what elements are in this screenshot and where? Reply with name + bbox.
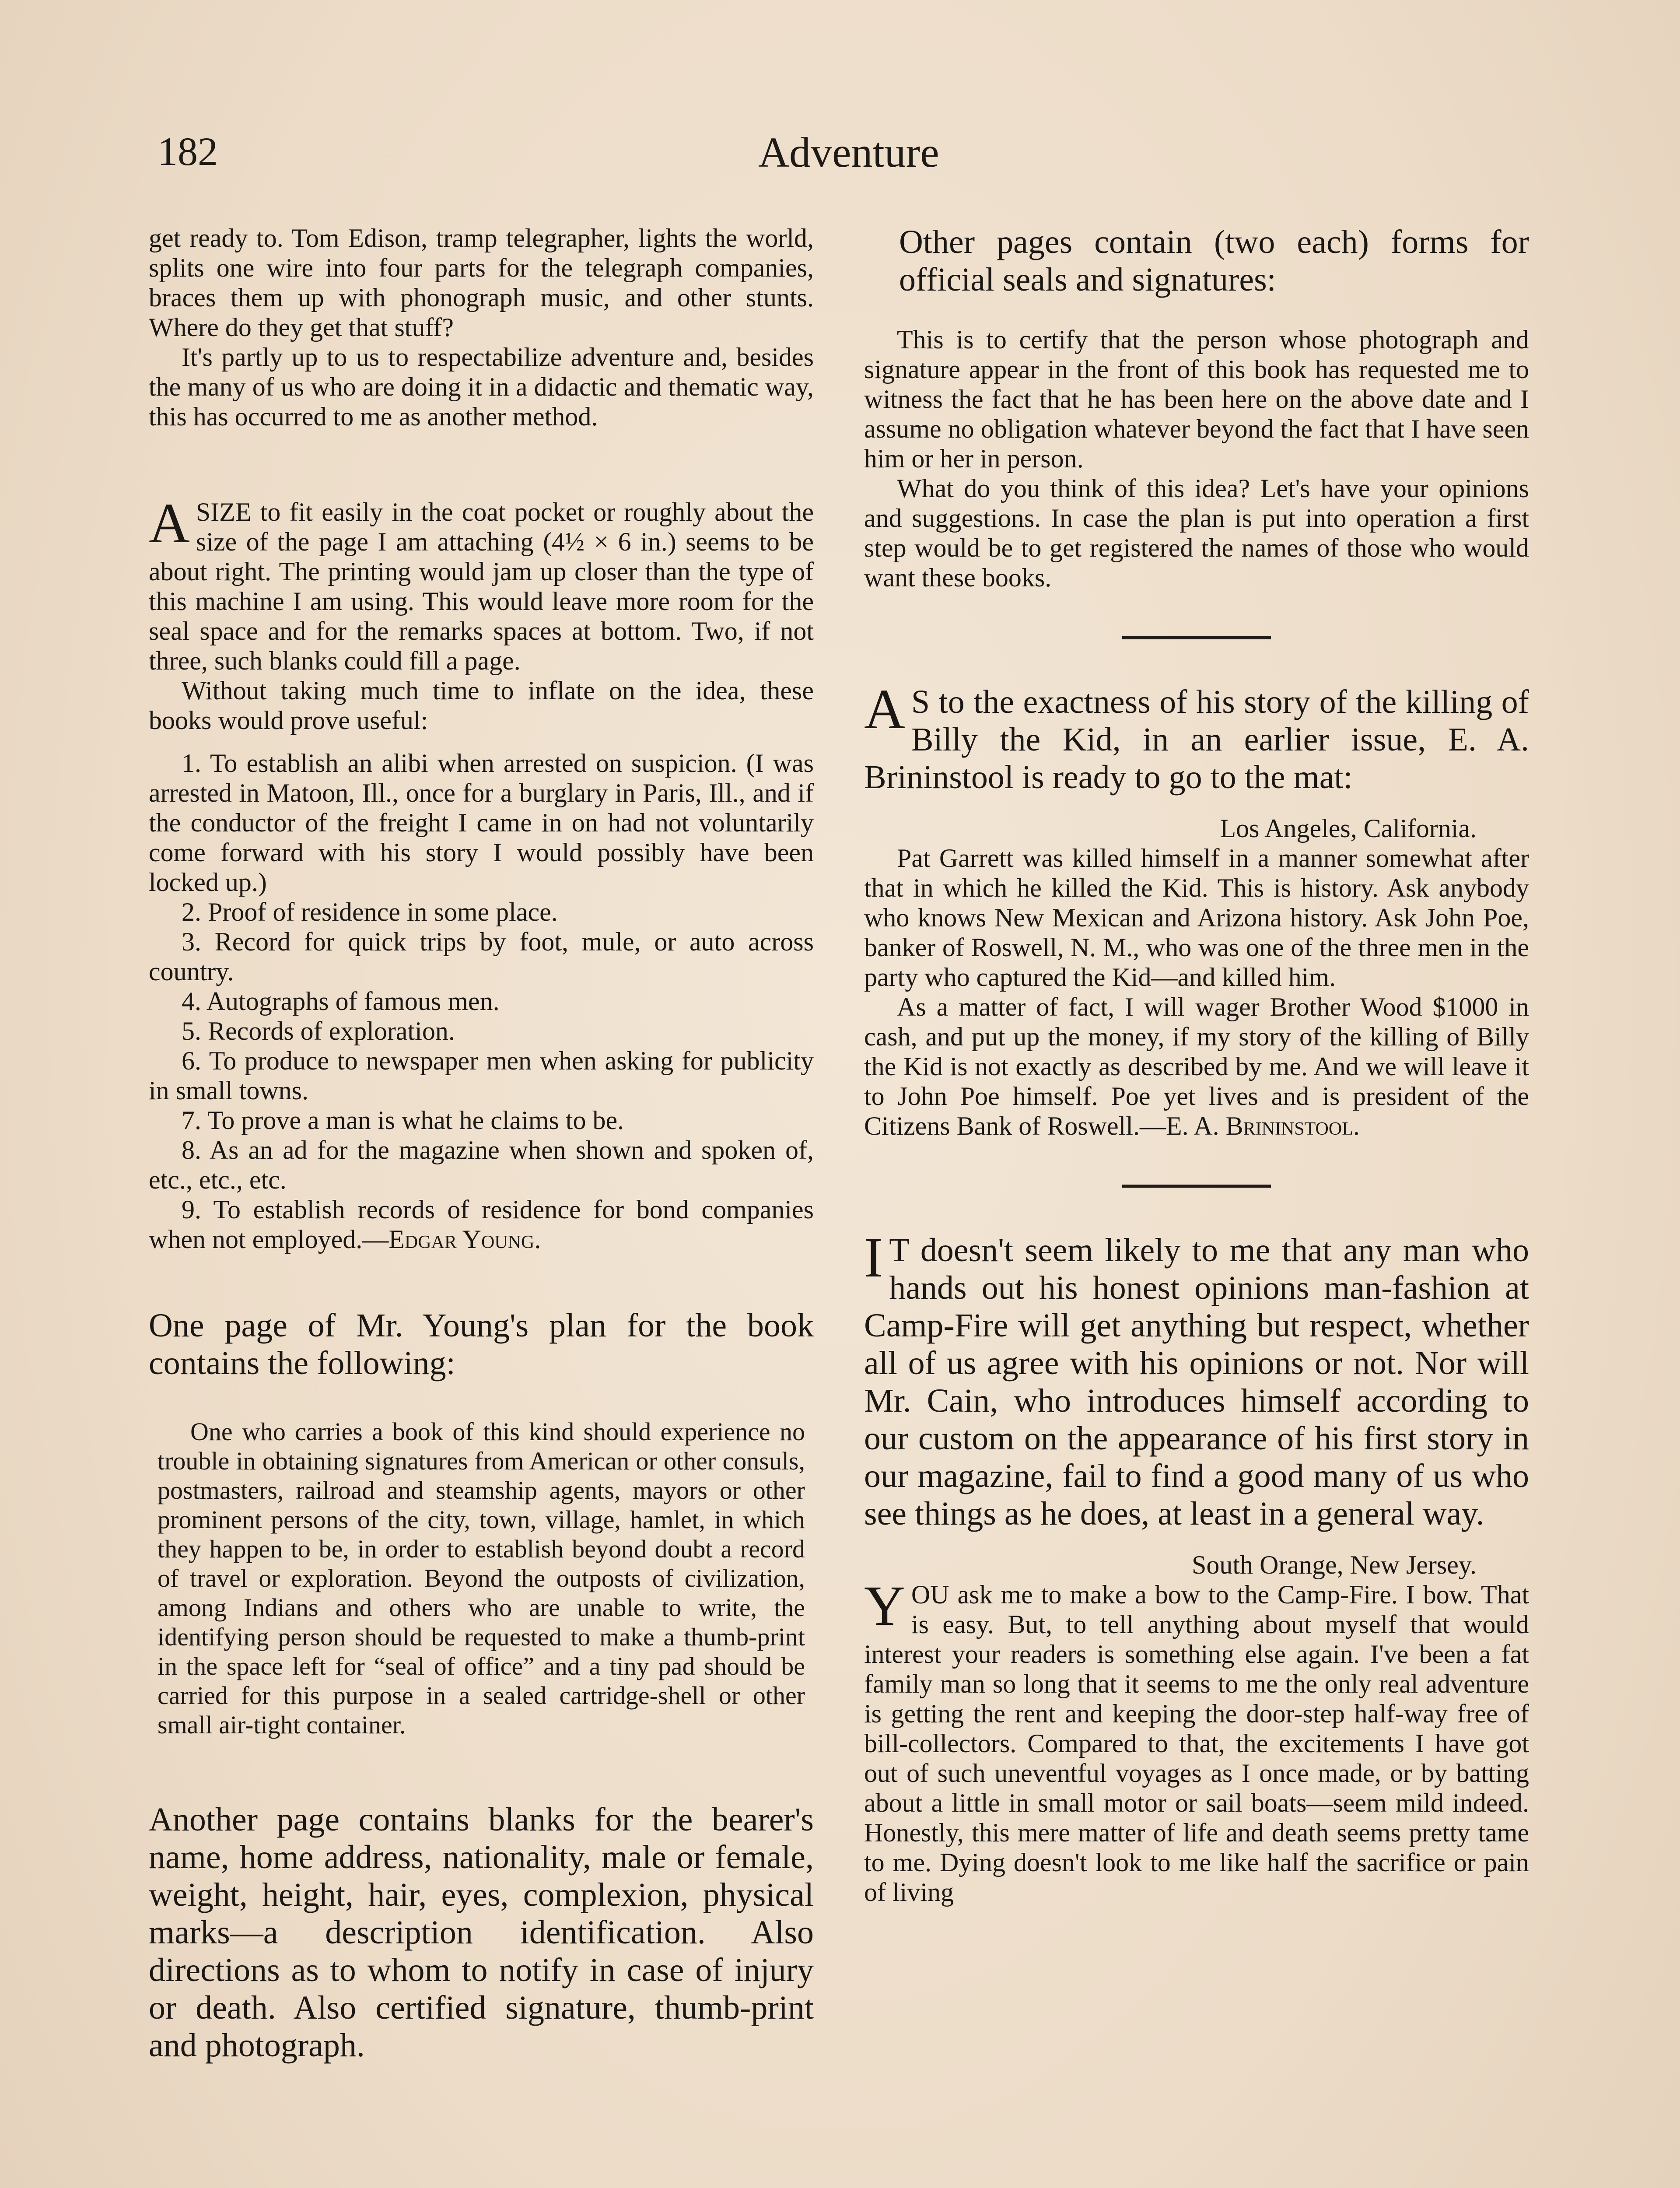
paragraph	[864, 992, 1529, 1141]
quoted-block	[149, 1417, 814, 1739]
certificate-block	[864, 325, 1529, 593]
page-number: 182	[158, 129, 218, 174]
left-body-top	[149, 223, 814, 431]
paragraph: Pat Garrett was killed himself in a manner somewhat after that in which he killed the Kid. This is history. Ask anybody who knows New Mexican and Arizona history. Ask John Poe, banker of Roswell, N. M., who was one of the three men in the party who captured the Kid—and killed him.	[864, 844, 1529, 992]
list-item: 4. Autographs of famous men.	[182, 987, 500, 1016]
paragraph: One who carries a book of this kind should experience no trouble in obtaining signatures from American or other consuls, postmasters, railroad and steamship agents, mayors or other prominent persons of the city, town, village, hamlet, in which they happen to be, in order to establish beyond doubt a record of travel or exploration. Beyond the outposts of civilization, among Indians and others who are unable to write, the identifying person should be requested to make a thumb-print in the space left for “seal of office” and a tiny pad should be carried for this purpose in a sealed cartridge-shell or other small air-tight container.	[158, 1417, 805, 1739]
right-column	[864, 223, 1529, 1907]
drop-cap: I	[864, 1226, 883, 1289]
letter-cain	[864, 1550, 1529, 1907]
left-column	[149, 223, 814, 2064]
section-divider	[1122, 636, 1271, 639]
list-item: 2. Proof of residence in some place.	[182, 898, 558, 926]
list-item: 7. To prove a man is what he claims to be.	[182, 1106, 624, 1135]
paragraph-text: OU ask me to make a bow to the Camp-Fire. I bow. That is easy. But, to tell anything about myself that would interest your readers is something else again. I've been a fat family man so long that it seems to me the only real adventure is getting the rent and keeping the door-step half-way free of bill-collectors. Compared to that, the excitements I have got out of such uneventful voyages as I once made, or by batting about a little in small motor or sail boats—seem mild indeed. Honestly, this mere matter of life and death seems pretty tame to me. Dying doesn't look to me like half the sacrifice or pain of living	[864, 1580, 1529, 1907]
signature: Edgar Young.	[388, 1225, 541, 1254]
letter-place: South Orange, New Jersey.	[1192, 1550, 1477, 1579]
section-size	[149, 492, 814, 1254]
lead-paragraph	[864, 1226, 1529, 1532]
letter-brininstool	[864, 813, 1529, 1141]
list-item: 5. Records of exploration.	[182, 1017, 455, 1045]
lead-text: S to the exactness of his story of the killing of Billy the Kid, in an earlier issue, E. A. Brininstool is ready to go to the mat:	[864, 684, 1529, 796]
paragraph: It's partly up to us to respectabilize adventure and, besides the many of us who are doing it in a didactic and thematic way, this has occurred to me as another method.	[149, 343, 814, 431]
section-divider	[1122, 1185, 1271, 1188]
list-item: 1. To establish an alibi when arrested on suspicion. (I was arrested in Matoon, Ill., once for a burglary in Paris, Ill., and if the conductor of the freight I came in on had not voluntarily come forward with his story I would possibly have been locked up.)	[149, 749, 814, 897]
list-item: 6. To produce to newspaper men when asking for publicity in small towns.	[149, 1046, 814, 1105]
drop-cap: Y	[864, 1574, 905, 1637]
list-item: 8. As an ad for the magazine when shown and spoken of, etc., etc., etc.	[149, 1136, 814, 1194]
certificate-text: This is to certify that the person whose photograph and signature appear in the front of this book has requested me to witness the fact that he has been here on the above date and I assume no obligation whatever beyond the fact that I have seen him or her in person.	[864, 325, 1529, 473]
page-header	[158, 131, 1540, 193]
paragraph: What do you think of this idea? Let's have your opinions and suggestions. In case the plan is put into operation a first step would be to get registered the names of those who would want these books.	[864, 474, 1529, 592]
list-item	[149, 1195, 814, 1254]
paragraph: get ready to. Tom Edison, tramp telegrapher, lights the world, splits one wire into four parts for the telegraph companies, braces them up with phonograph music, and other stunts. Where do they get that stuff?	[149, 224, 814, 342]
drop-cap: A	[864, 678, 905, 741]
lead-paragraph	[864, 678, 1529, 796]
magazine-title: Adventure	[758, 129, 939, 176]
list-item-text: 9. To establish records of residence for bond companies when not employed.—	[149, 1195, 814, 1254]
letter-place: Los Angeles, California.	[1220, 814, 1477, 843]
numbered-list	[149, 748, 814, 1254]
lead-paragraph: Other pages contain (two each) forms for official seals and signatures:	[899, 224, 1529, 298]
paragraph-text: As a matter of fact, I will wager Brother Wood $1000 in cash, and put up the money, if my story of the killing of Billy the Kid is not exactly as described by me. And we will leave it to John Poe himself. Poe yet lives and is president of the Citizens Bank of Roswell.—	[864, 992, 1529, 1140]
signature: E. A. Brininstool.	[1166, 1112, 1360, 1140]
paragraph	[149, 492, 814, 676]
paragraph-text: SIZE to fit easily in the coat pocket or roughly about the size of the page I am attaching (4½ × 6 in.) seems to be about right. The printing would jam up closer than the type of this machine I am using. This would leave more room for the seal space and for the remarks spaces at bottom. Two, if not three, such blanks could fill a page.	[149, 498, 814, 675]
paragraph	[864, 1574, 1529, 1907]
list-item: 3. Record for quick trips by foot, mule, or auto across country.	[149, 927, 814, 986]
lead-paragraph: Another page contains blanks for the bearer's name, home address, nationality, male or female, weight, height, hair, eyes, complexion, physical marks—a description identification. Also directions as to whom to notify in case of injury or death. Also certified signature, thumb-print and photograph.	[149, 1801, 814, 2064]
drop-cap: A	[149, 492, 190, 555]
paragraph: Without taking much time to inflate on the idea, these books would prove useful:	[149, 676, 814, 735]
lead-text: T doesn't seem likely to me that any man who hands out his honest opinions man-fashion at Camp-Fire will get anything but respect, whether all of us agree with his opinions or not. Nor will Mr. Cain, who introduces himself according to our custom on the appearance of his first story in our magazine, fail to find a good many of us who see things as he does, at least in a general way.	[864, 1232, 1529, 1532]
lead-paragraph: One page of Mr. Young's plan for the book contains the following:	[149, 1307, 814, 1382]
